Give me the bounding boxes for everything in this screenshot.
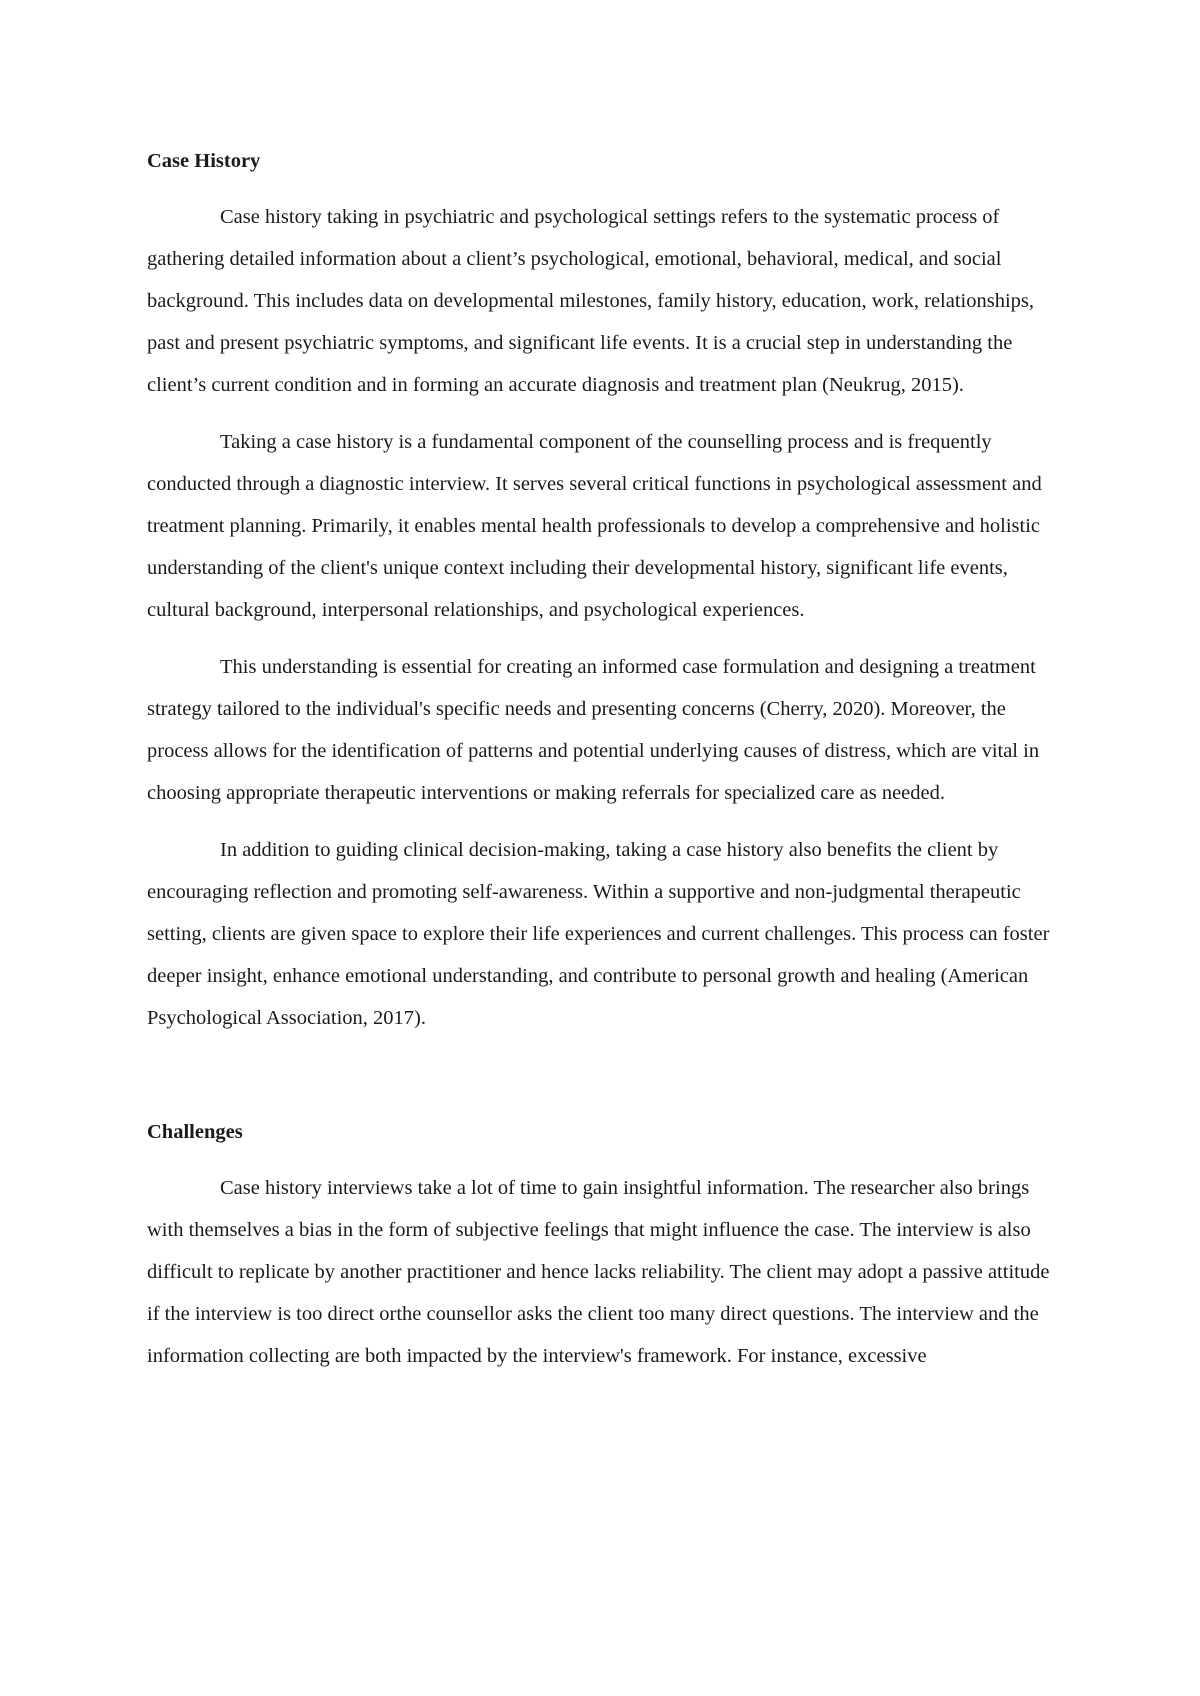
paragraph-challenges: Case history interviews take a lot of time to gain insightful information. The researcher also brings with themselves a bias in the form of subjective feelings that might influence the case. The interview is also difficult to replicate by another practitioner and hence lacks reliability. The client may adopt a passive attitude if the interview is too direct orthe counsellor asks the client too many direct questions. The interview and the information collecting are both impacted by the interview's framework. For instance, excessive — [147, 1177, 1050, 1367]
section-spacer — [147, 1054, 1062, 1111]
paragraph-case-history-definition: Case history taking in psychiatric and psychological settings refers to the systematic process of gathering detailed information about a client’s psychological, emotional, behavioral, medical, and social background. This includes data on developmental milestones, family history, education, work, relationships, past and present psychiatric symptoms, and significant life events. It is a crucial step in understanding the client’s current condition and in forming an accurate diagnosis and treatment plan (Neukrug, 2015). — [147, 206, 1035, 396]
section-heading-case-history: Case History — [147, 150, 261, 172]
section-heading-challenges: Challenges — [147, 1121, 243, 1143]
paragraph-case-history-functions: Taking a case history is a fundamental component of the counselling process and is frequently conducted through a diagnostic interview. It serves several critical functions in psychological assessment and treatment planning. Primarily, it enables mental health professionals to develop a comprehensive and holistic understanding of the client's unique context including their developmental history, significant life events, cultural background, interpersonal relationships, and psychological experiences. — [147, 431, 1042, 621]
paragraph-case-history-benefits: In addition to guiding clinical decision-making, taking a case history also benefits the client by encouraging reflection and promoting self-awareness. Within a supportive and non-judgmental therapeutic setting, clients are given space to explore their life experiences and current challenges. This process can foster deeper insight, enhance emotional understanding, and contribute to personal growth and healing (American Psychological Association, 2017). — [147, 839, 1050, 1029]
document-body — [147, 140, 1062, 1392]
paragraph-case-history-formulation: This understanding is essential for creating an informed case formulation and designing a treatment strategy tailored to the individual's specific needs and presenting concerns (Cherry, 2020). Moreover, the process allows for the identification of patterns and potential underlying causes of distress, which are vital in choosing appropriate therapeutic interventions or making referrals for specialized care as needed. — [147, 656, 1040, 804]
